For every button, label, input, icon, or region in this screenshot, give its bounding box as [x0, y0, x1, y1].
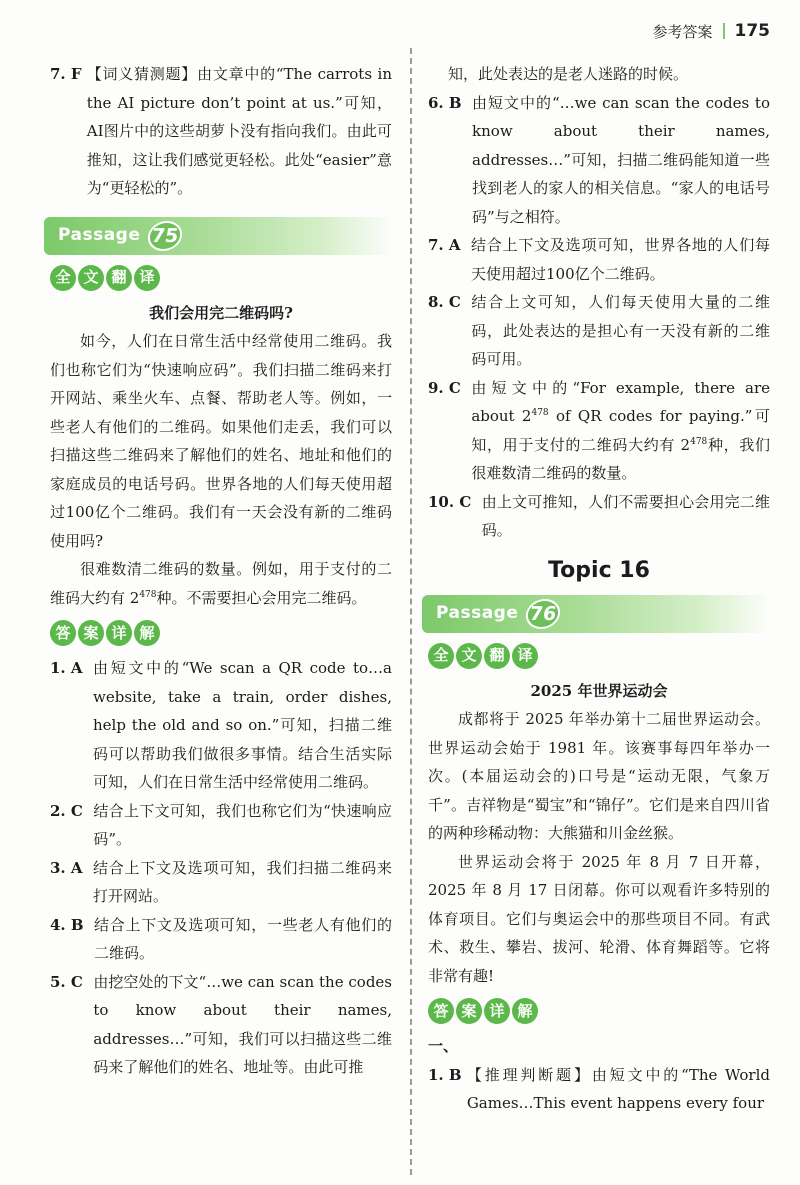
answer-explanation: 由文章中的“The carrots in the AI picture don’t point at us.”可知，AI图片中的这些胡萝卜没有指向我们。由此可推知，这让我们感觉更轻松。此处“easier”意为“更轻松的”。: [86, 65, 392, 197]
answer-explanation: 结合上下文及选项可知，一些老人有他们的二维码。: [94, 915, 392, 962]
translation-paragraph: 世界运动会将于 2025 年 8 月 7 日开幕，2025 年 8 月 17 日闭幕。你可以观看许多特别的体育项目。它们与奥运会中的那些项目不同。有武术、救生、攀岩、拔河、轮滑、体育舞蹈等。它将非常有趣!: [428, 852, 770, 985]
tag-char: 文: [78, 265, 104, 291]
item-number: 7.: [50, 65, 66, 83]
passage-label: Passage: [58, 225, 141, 246]
tag-char: 翻: [484, 643, 510, 669]
tag-char: 答: [50, 620, 76, 646]
answers-section-tag: [50, 620, 392, 646]
answer-letter: C: [448, 378, 461, 397]
passage-76-banner: [422, 595, 770, 633]
tag-char: 译: [512, 643, 538, 669]
tag-char: 全: [428, 643, 454, 669]
answer-item-1: 1. B 【推理判断题】由短文中的“The World Games…This event happens every four: [428, 1065, 770, 1112]
page-header: [652, 18, 770, 44]
answer-explanation: 由短文中的“…we can scan the codes to know about their names, addresses…”可知，扫描二维码能知道一些找到老人的家人的相关信息。“家人的电话号码”与之相符。: [472, 93, 770, 226]
answer-letter: C: [448, 293, 461, 311]
answer-item-3: 3. A 结合上下文及选项可知，我们扫描二维码来打开网站。: [50, 854, 392, 911]
superscript: 478: [690, 436, 708, 447]
answer-continuation: 知，此处表达的是老人迷路的时候。: [448, 65, 689, 83]
answer-explanation: 由短文中的“We scan a QR code to…a website, take a train, order dishes, help the old and so on.”可知，扫描二维码可以帮助我们做很多事情。结合生活实际可知，人们在日常生活中经常使用二维码。: [93, 659, 392, 791]
answer-item-8: 8. C 结合上文可知，人们每天使用大量的二维码，此处表达的是担心有一天没有新的二维码可用。: [428, 288, 770, 374]
tag-char: 详: [484, 998, 510, 1024]
page-number: 175: [734, 21, 770, 41]
answer-item-9: 9. C 由短文中的“For example, there are about $2^{478}$ of QR codes for paying.”可知，用于支付的二维码大约有 $2^{478}$种，我们很难数清二维码的数量。: [428, 374, 770, 488]
translation-paragraph: 很难数清二维码的数量。例如，用于支付的二维码大约有 $2^{478}$种。不需要担心会用完二维码。: [50, 560, 392, 607]
answer-explanation: 由上文可推知，人们不需要担心会用完二维码。: [481, 492, 770, 539]
answer-letter: A: [70, 858, 83, 877]
answer-letter: B: [70, 915, 84, 934]
answer-item-7: 7. A 结合上下文及选项可知，世界各地的人们每天使用超过100亿个二维码。: [428, 231, 770, 288]
header-divider-bar: [723, 23, 725, 39]
answer-letter: C: [70, 972, 83, 991]
answer-item-4: 4. B 结合上下文及选项可知，一些老人有他们的二维码。: [50, 911, 392, 968]
tag-char: 案: [78, 620, 104, 646]
answer-item-10: 10. C 由上文可推知，人们不需要担心会用完二维码。: [428, 488, 770, 545]
answer-explanation: 由短文中的“For example, there are about $2^{478}$ of QR codes for paying.”可知，用于支付的二维码大约有 $2^{478}$种，我们很难数清二维码的数量。: [471, 378, 770, 482]
section-mark: 一、: [428, 1037, 459, 1055]
superscript: 478: [531, 408, 549, 418]
translation-paragraph: 成都将于 2025 年举办第十二届世界运动会。世界运动会始于 1981 年。该赛事每四年举办一次。(本届运动会的)口号是“运动无限，气象万千”。吉祥物是“蜀宝”和“锦仔”。它们是来自四川省的两种珍稀动物：大熊猫和川金丝猴。: [428, 710, 770, 842]
answer-explanation: 结合上下文可知，我们也称它们为“快速响应码”。: [93, 801, 392, 848]
article-title: 我们会用完二维码吗?: [149, 303, 293, 322]
answer-explanation: 结合上下文及选项可知，世界各地的人们每天使用超过100亿个二维码。: [471, 236, 770, 283]
tag-char: 译: [134, 265, 160, 291]
topic-heading: Topic 16: [548, 557, 650, 583]
answer-letter: A: [70, 659, 83, 677]
tag-char: 案: [456, 998, 482, 1024]
answer-letter: F: [70, 65, 82, 83]
answer-explanation: 结合上文可知，人们每天使用大量的二维码，此处表达的是担心有一天没有新的二维码可用。: [471, 293, 770, 368]
tag-char: 文: [456, 643, 482, 669]
answer-item-1: 1. A 由短文中的“We scan a QR code to…a website, take a train, order dishes, help the old and so on.”可知，扫描二维码可以帮助我们做很多事情。结合生活实际可知，人们在日常生活中经常使用二维码。: [50, 654, 392, 797]
passage-label: Passage: [436, 603, 519, 624]
answer-item-2: 2. C 结合上下文可知，我们也称它们为“快速响应码”。: [50, 797, 392, 854]
tag-char: 详: [106, 620, 132, 646]
superscript: 478: [139, 589, 157, 600]
tag-char: 全: [50, 265, 76, 291]
answer-item-7: [50, 60, 392, 203]
answer-explanation: 由挖空处的下文“…we can scan the codes to know about their names, addresses…”可知，我们可以扫描这些二维码来了解他们的姓名、地址等。由此可推: [93, 972, 392, 1076]
answer-letter: B: [448, 1065, 462, 1084]
translation-section-tag: [50, 265, 392, 291]
answer-letter: C: [70, 801, 83, 820]
answer-explanation: 由短文中的“The World Games…This event happens every four: [466, 1065, 770, 1112]
answer-letter: C: [459, 492, 472, 511]
tag-char: 答: [428, 998, 454, 1024]
question-type-tag: 【推理判断题】: [466, 1065, 592, 1084]
answer-item-6: 6. B 由短文中的“…we can scan the codes to know about their names, addresses…”可知，扫描二维码能知道一些找到老人的家人的相关信息。“家人的电话号码”与之相符。: [428, 89, 770, 232]
passage-number-badge: 75: [146, 221, 184, 251]
header-section-label: 参考答案: [652, 22, 713, 41]
passage-75-banner: [44, 217, 392, 255]
tag-char: 解: [512, 998, 538, 1024]
left-column: [50, 60, 392, 1082]
answer-letter: A: [448, 236, 461, 254]
answer-explanation: 结合上下文及选项可知，我们扫描二维码来打开网站。: [93, 858, 392, 905]
column-divider: [410, 48, 412, 1175]
right-column: [428, 60, 770, 1118]
question-type-tag: 【词义猜测题】: [86, 65, 198, 83]
passage-number-badge: 76: [524, 599, 562, 629]
answer-item-5: 5. C 由挖空处的下文“…we can scan the codes to know about their names, addresses…”可知，我们可以扫描这些二维码来了解他们的姓名、地址等。由此可推: [50, 968, 392, 1082]
translation-paragraph: 如今，人们在日常生活中经常使用二维码。我们也称它们为“快速响应码”。我们扫描二维码来打开网站、乘坐火车、点餐、帮助老人等。例如，一些老人有他们的二维码。如果他们走丢，我们可以扫描这些二维码来了解他们的姓名、地址和他们的家庭成员的电话号码。世界各地的人们每天使用超过100亿个二维码。我们有一天会没有新的二维码使用吗?: [50, 332, 392, 550]
answers-section-tag: [428, 998, 770, 1024]
tag-char: 解: [134, 620, 160, 646]
article-title: 2025 年世界运动会: [530, 681, 668, 700]
tag-char: 翻: [106, 265, 132, 291]
answer-letter: B: [448, 93, 462, 112]
translation-section-tag: [428, 643, 770, 669]
